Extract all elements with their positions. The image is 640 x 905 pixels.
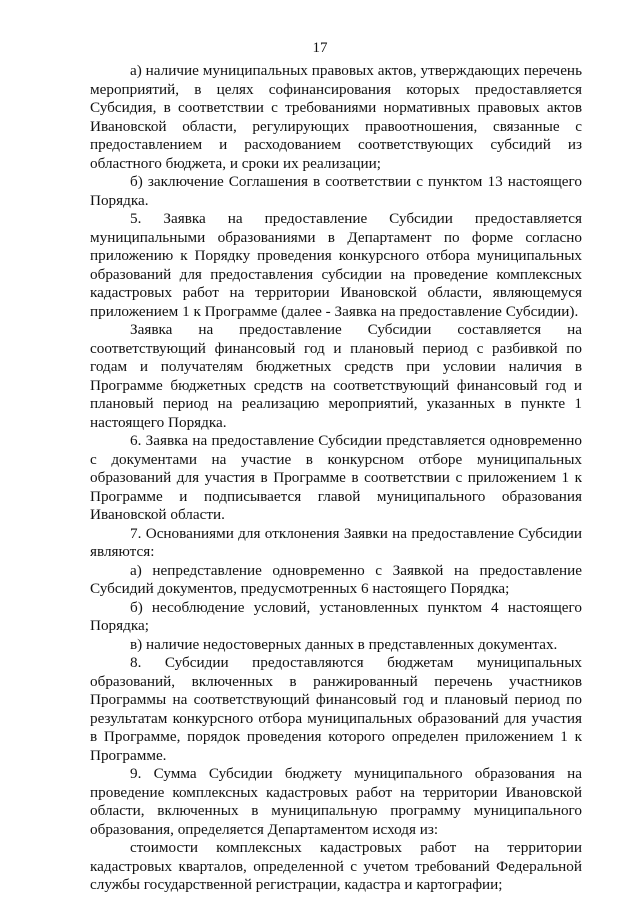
paragraph: б) заключение Соглашения в соответствии с пунктом 13 настоящего Порядка. [90, 173, 582, 209]
paragraph: 6. Заявка на предоставление Субсидии представляется одновременно с документами на участие в конкурсном отборе муниципальных образований для участия в Программе в соответствии с приложением 1 к Программе и подписывается главой муниципального образования Ивановской области. [90, 432, 582, 523]
page-number: 17 [312, 40, 328, 56]
paragraph: Заявка на предоставление Субсидии составляется на соответствующий финансовый год и плановый период с разбивкой по годам и получателям бюджетных средств при условии наличия в Программе бюджетных средств на соответствующий финансовый год и плановый период на реализацию мероприятий, указанных в пункте 1 настоящего Порядка. [90, 321, 582, 431]
paragraph: а) непредставление одновременно с Заявкой на предоставление Субсидий документов, предусмотренных 6 настоящего Порядка; [90, 561, 582, 597]
paragraph: 5. Заявка на предоставление Субсидии предоставляется муниципальными образованиями в Департамент по форме согласно приложению к Порядку проведения конкурсного отбора муниципальных образований для предоставления субсидии на проведение комплексных кадастровых работ на территории Ивановской области, являющемуся приложением 1 к Программе (далее - Заявка на предоставление Субсидии). [90, 210, 582, 320]
paragraph: б) несоблюдение условий, установленных пунктом 4 настоящего Порядка; [90, 598, 582, 634]
paragraph: а) наличие муниципальных правовых актов, утверждающих перечень мероприятий, в целях софинансирования которых предоставляется Субсидия, в соответствии с требованиями нормативных правовых актов Ивановской области, регулирующих правоотношения, связанные с предоставлением и расходованием соответствующих субсидий из областного бюджета, и сроки их реализации; [90, 62, 582, 172]
paragraph: 8. Субсидии предоставляются бюджетам муниципальных образований, включенных в ранжированный перечень участников Программы на соответствующий финансовый год и плановый период по результатам конкурсного отбора муниципальных образований для участия в Программе, порядок проведения которого определен приложением 1 к Программе. [90, 654, 582, 764]
paragraph: 9. Сумма Субсидии бюджету муниципального образования на проведение комплексных кадастровых работ на территории Ивановской области, включенных в муниципальную программу муниципального образования, определяется Департаментом исходя из: [90, 765, 582, 838]
paragraph: 7. Основаниями для отклонения Заявки на предоставление Субсидии являются: [90, 524, 582, 560]
paragraph: в) наличие недостоверных данных в представленных документах. [130, 635, 558, 653]
document-body [90, 62, 582, 895]
paragraph: стоимости комплексных кадастровых работ на территории кадастровых кварталов, определенной с учетом требований Федеральной службы государственной регистрации, кадастра и картографии; [90, 839, 582, 893]
